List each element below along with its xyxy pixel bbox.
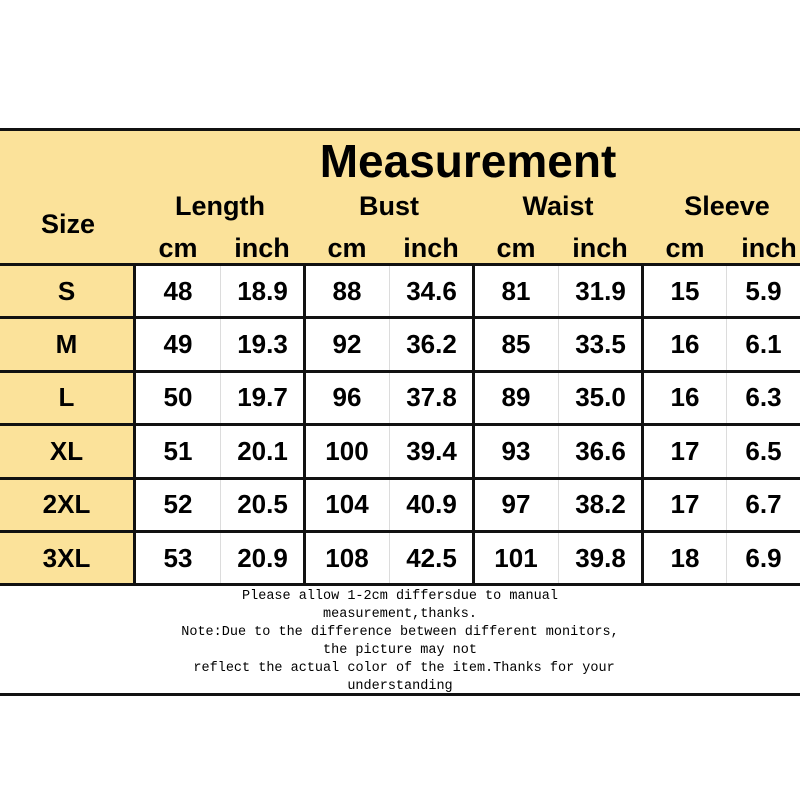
sleeve-group-header: Sleeve [684, 191, 770, 221]
bust-inch: 42.5 [406, 542, 457, 573]
divider [472, 266, 475, 316]
waist-inch-header: inch [572, 233, 628, 263]
divider [220, 319, 221, 369]
length-cm: 48 [163, 275, 193, 306]
waist-inch: 36.6 [575, 435, 626, 466]
length-inch: 18.9 [237, 275, 288, 306]
bust-cm: 96 [332, 382, 362, 413]
divider [641, 533, 644, 583]
note-line: Please allow 1-2cm differsdue to manual [242, 589, 558, 605]
divider [303, 319, 306, 369]
divider [220, 373, 221, 423]
length-inch: 19.3 [237, 329, 288, 360]
divider [558, 319, 559, 369]
bust-cm: 88 [332, 275, 362, 306]
bust-inch: 37.8 [406, 382, 457, 413]
table-row [0, 480, 800, 533]
bust-inch: 36.2 [406, 329, 457, 360]
divider [303, 266, 306, 316]
divider [558, 373, 559, 423]
size-label: 3XL [0, 533, 136, 583]
divider [472, 373, 475, 423]
sleeve-cm-header: cm [665, 233, 705, 263]
divider [726, 319, 727, 369]
note-line: measurement,thanks. [323, 607, 477, 623]
divider [641, 319, 644, 369]
table-row [0, 373, 800, 426]
bust-cm-header: cm [327, 233, 367, 263]
divider [641, 373, 644, 423]
divider [220, 426, 221, 476]
size-label: 2XL [0, 480, 136, 530]
divider [726, 480, 727, 530]
bust-cm: 92 [332, 329, 362, 360]
size-chart [0, 128, 800, 696]
divider [472, 426, 475, 476]
size-chart-header [0, 128, 800, 266]
bust-inch-header: inch [403, 233, 459, 263]
divider [641, 266, 644, 316]
waist-cm-header: cm [496, 233, 536, 263]
divider [303, 480, 306, 530]
measurement-note [0, 586, 800, 696]
note-line: reflect the actual color of the item.Thanks for your [185, 661, 615, 677]
length-inch: 20.5 [237, 489, 288, 520]
size-label: S [0, 266, 136, 316]
divider [389, 266, 390, 316]
note-line: Note:Due to the difference between different monitors, [181, 625, 619, 641]
divider [558, 266, 559, 316]
sleeve-cm: 17 [670, 435, 700, 466]
sleeve-cm: 16 [670, 329, 700, 360]
size-label: L [0, 373, 136, 423]
length-cm: 50 [163, 382, 193, 413]
bust-cm: 108 [325, 542, 369, 573]
length-inch-header: inch [234, 233, 290, 263]
waist-cm: 101 [494, 542, 538, 573]
waist-cm: 93 [501, 435, 531, 466]
divider [389, 426, 390, 476]
sleeve-inch-header: inch [741, 233, 797, 263]
waist-inch: 39.8 [575, 542, 626, 573]
note-line: the picture may not [323, 643, 477, 659]
bust-inch: 34.6 [406, 275, 457, 306]
divider [726, 373, 727, 423]
divider [303, 533, 306, 583]
size-label: M [0, 319, 136, 369]
chart-title: Measurement [319, 135, 617, 187]
waist-cm: 85 [501, 329, 531, 360]
divider [641, 480, 644, 530]
length-group-header: Length [175, 191, 265, 221]
divider [220, 533, 221, 583]
divider [726, 266, 727, 316]
divider [472, 319, 475, 369]
length-cm: 52 [163, 489, 193, 520]
length-inch: 20.1 [237, 435, 288, 466]
length-inch: 20.9 [237, 542, 288, 573]
sleeve-inch: 6.7 [745, 489, 782, 520]
bust-cm: 100 [325, 435, 369, 466]
table-row [0, 319, 800, 372]
note-line: understanding [347, 679, 453, 695]
waist-cm: 81 [501, 275, 531, 306]
divider [303, 426, 306, 476]
size-label: XL [0, 426, 136, 476]
bust-inch: 39.4 [406, 435, 457, 466]
divider [726, 533, 727, 583]
divider [558, 533, 559, 583]
divider [726, 426, 727, 476]
length-cm-header: cm [158, 233, 198, 263]
divider [389, 319, 390, 369]
divider [220, 480, 221, 530]
divider [389, 480, 390, 530]
waist-inch: 38.2 [575, 489, 626, 520]
divider [389, 373, 390, 423]
table-row [0, 266, 800, 319]
sleeve-inch: 6.1 [745, 329, 782, 360]
divider [472, 533, 475, 583]
length-inch: 19.7 [237, 382, 288, 413]
length-cm: 53 [163, 542, 193, 573]
waist-inch: 33.5 [575, 329, 626, 360]
sleeve-inch: 6.5 [745, 435, 782, 466]
length-cm: 51 [163, 435, 193, 466]
sleeve-cm: 18 [670, 542, 700, 573]
sleeve-cm: 15 [670, 275, 700, 306]
waist-cm: 89 [501, 382, 531, 413]
table-row [0, 533, 800, 586]
bust-cm: 104 [325, 489, 369, 520]
divider [303, 373, 306, 423]
waist-cm: 97 [501, 489, 531, 520]
sleeve-cm: 17 [670, 489, 700, 520]
sleeve-inch: 6.9 [745, 542, 782, 573]
waist-group-header: Waist [522, 191, 594, 221]
bust-inch: 40.9 [406, 489, 457, 520]
sleeve-cm: 16 [670, 382, 700, 413]
divider [472, 480, 475, 530]
divider [641, 426, 644, 476]
divider [389, 533, 390, 583]
divider [558, 480, 559, 530]
divider [558, 426, 559, 476]
length-cm: 49 [163, 329, 193, 360]
size-column-header: Size [40, 209, 96, 239]
sleeve-inch: 6.3 [745, 382, 782, 413]
waist-inch: 35.0 [575, 382, 626, 413]
size-rows [0, 266, 800, 586]
waist-inch: 31.9 [575, 275, 626, 306]
bust-group-header: Bust [359, 191, 419, 221]
divider [220, 266, 221, 316]
sleeve-inch: 5.9 [745, 275, 782, 306]
table-row [0, 426, 800, 479]
